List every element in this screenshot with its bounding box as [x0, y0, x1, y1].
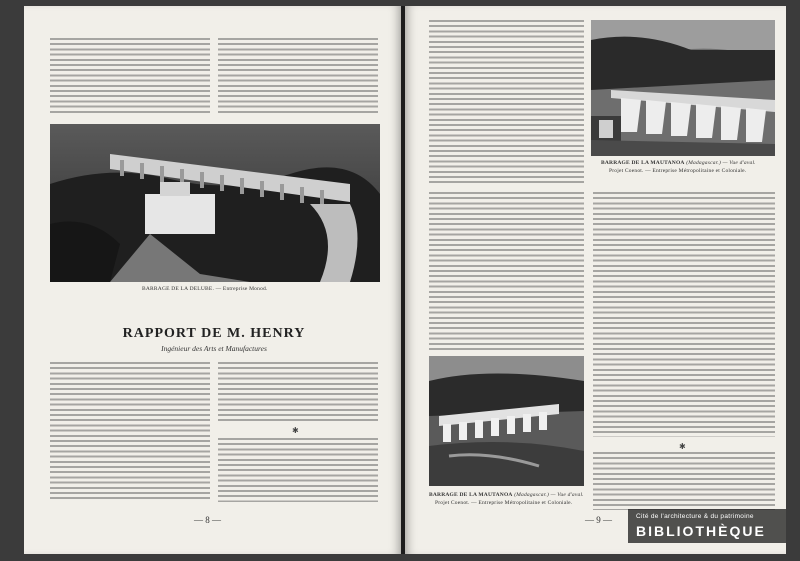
delube-caption-title: BARRAGE DE LA DELUBE. [142, 286, 215, 292]
dam-photo-mautanoa-top [591, 20, 775, 156]
mautanoa-bottom-caption-title: BARRAGE DE LA MAUTANOA [429, 492, 513, 498]
dam-photo-mautanoa-bottom [429, 356, 584, 486]
delube-caption-credit: — Entreprise Monod. [215, 286, 268, 292]
dam-photo-delube [50, 124, 380, 282]
right-section-separator-star: ✱ [679, 442, 686, 451]
watermark-line1: Cité de l'architecture & du patrimoine [636, 513, 754, 520]
watermark-line2: BIBLIOTHÈQUE [636, 523, 766, 539]
dam-mautanoa-bottom-illustration [429, 356, 584, 486]
left-top-text-column-2 [218, 38, 378, 113]
library-watermark [628, 509, 786, 543]
mautanoa-top-caption-line2: Projet Coenot. — Entreprise Métropolitaine et Coloniale. [609, 168, 747, 174]
dam-mautanoa-top-illustration [591, 20, 775, 156]
right-bottom-text-column [593, 452, 775, 510]
left-body-column-2a [218, 362, 378, 424]
right-page-number: — 9 — [585, 515, 612, 525]
left-body-column-1 [50, 362, 210, 502]
section-separator-star: ✱ [292, 426, 299, 435]
right-top-text-column [429, 20, 584, 185]
mautanoa-top-caption-line1 [601, 160, 756, 166]
right-page [405, 6, 786, 554]
right-text-column-2 [593, 192, 775, 437]
mautanoa-bottom-caption-rest: (Madagascar.) — Vue d'aval. [514, 492, 584, 498]
magazine-spread [24, 6, 786, 554]
mautanoa-bottom-caption-line1 [429, 492, 584, 498]
left-body-column-2b [218, 438, 378, 502]
mautanoa-top-caption-title: BARRAGE DE LA MAUTANOA [601, 160, 685, 166]
article-title: RAPPORT DE M. HENRY [122, 326, 306, 341]
dam-delube-illustration [50, 124, 380, 282]
left-top-text-column-1 [50, 38, 210, 113]
right-mid-text-column-1 [429, 192, 584, 352]
article-subtitle: Ingénieur des Arts et Manufactures [161, 344, 267, 353]
left-page-number: — 8 — [194, 515, 221, 525]
delube-photo-caption [142, 286, 268, 292]
left-page [24, 6, 401, 554]
mautanoa-top-caption-rest: (Madagascar.) — Vue d'aval. [686, 160, 756, 166]
mautanoa-bottom-caption-line2: Projet Coenot. — Entreprise Métropolitaine et Coloniale. [435, 500, 573, 506]
